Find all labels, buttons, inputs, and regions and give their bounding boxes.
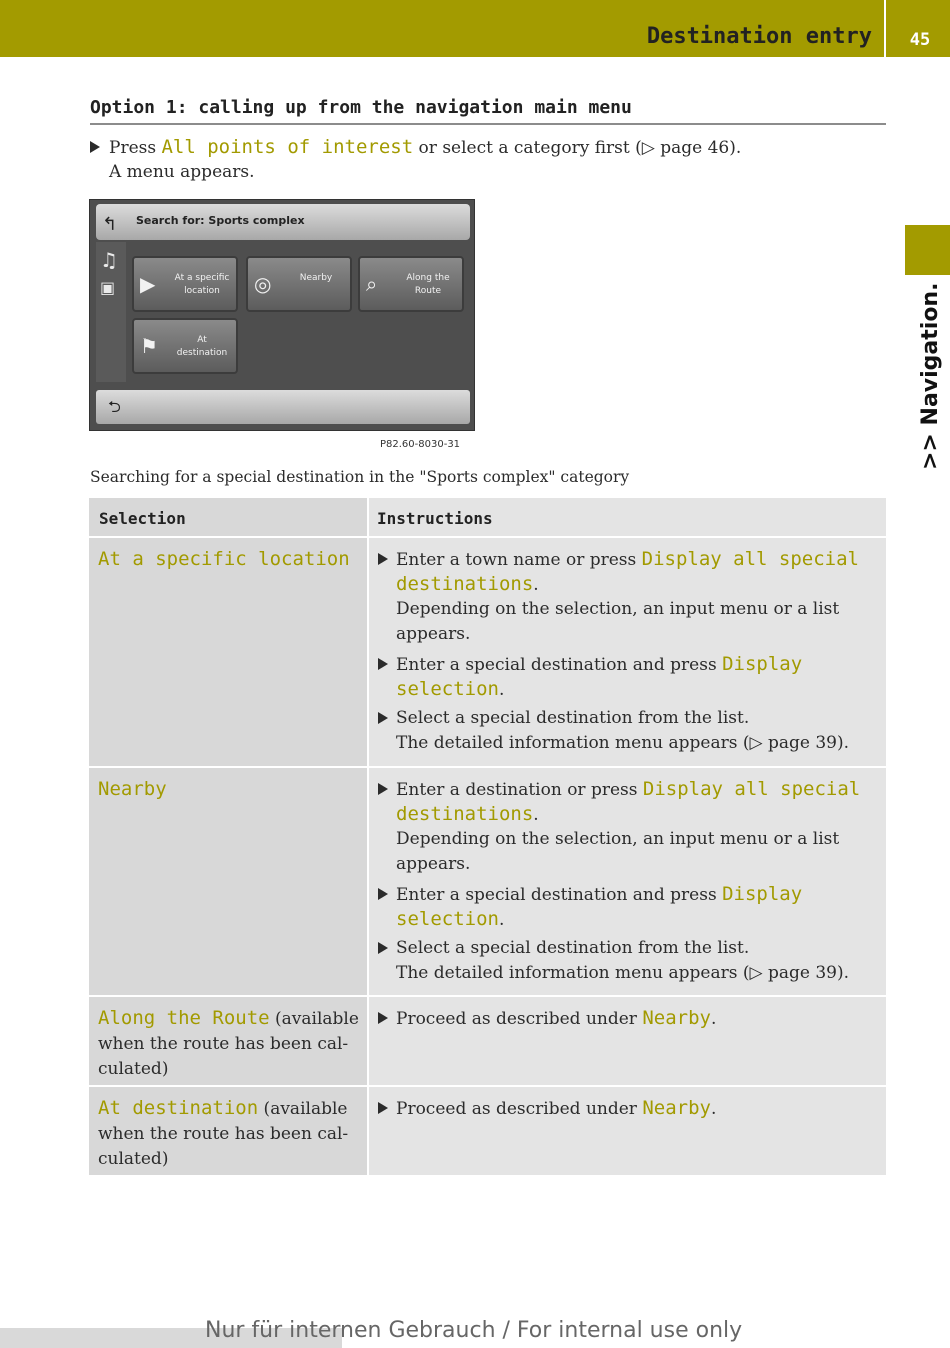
instruction-step [378, 706, 878, 756]
bullet-arrow-icon [378, 783, 388, 795]
selection-highlight: At destination [98, 1097, 259, 1119]
table-header-row [89, 498, 886, 537]
location-pin-icon: ▶ [140, 272, 156, 296]
instruction-highlight: destinations [396, 803, 534, 825]
header-title: Destination entry [646, 24, 872, 49]
bullet-arrow-icon [378, 553, 388, 565]
section-title: Option 1: calling up from the navigation main menu [90, 97, 632, 118]
instruction-highlight: Display all special [642, 778, 861, 800]
section-divider [90, 123, 886, 125]
screen-button-specific-location: ▶ At a specific location [132, 256, 238, 312]
instruction-line: selection. [396, 908, 505, 930]
side-tab-label: >> Navigation. [918, 282, 943, 470]
screen-side-menu [96, 242, 126, 382]
instruction-line: The detailed information menu appears (▷ page 39). [396, 963, 850, 983]
instruction-line: Depending on the selection, an input menu or a list [396, 599, 840, 619]
selection-text [98, 777, 366, 803]
instruction-line: selection. [396, 678, 505, 700]
instruction-highlight: Display [722, 883, 803, 905]
header-selection: Selection [99, 509, 186, 528]
instruction-line: Enter a destination or press Display all special [396, 778, 861, 800]
instruction-line: destinations. [396, 803, 539, 825]
selection-text [98, 1006, 366, 1082]
figure-code: P82.60-8030-31 [380, 439, 461, 450]
instruction-step [378, 547, 878, 647]
instruction-line: Select a special destination from the list. [396, 708, 750, 728]
instruction-step [378, 936, 878, 986]
device-screenshot [89, 199, 475, 431]
nearby-icon: ◎ [254, 272, 272, 296]
return-arrow-icon: ⮌ [108, 397, 121, 416]
bullet-arrow-icon [90, 141, 100, 153]
instruction-highlight: Display [722, 653, 803, 675]
table-row [89, 1087, 886, 1175]
instruction-highlight: destinations [396, 573, 534, 595]
table-row [89, 997, 886, 1085]
bullet-arrow-icon [378, 888, 388, 900]
instruction-line: The detailed information menu appears (▷ page 39). [396, 733, 850, 753]
instruction-line: Enter a special destination and press Display [396, 653, 803, 675]
header-instructions: Instructions [377, 509, 493, 528]
instruction-step [378, 652, 878, 702]
figure-caption: Searching for a special destination in the "Sports complex" category [90, 468, 630, 486]
instruction-line: Proceed as described under Nearby. [396, 1097, 717, 1119]
instruction-line: Proceed as described under Nearby. [396, 1007, 717, 1029]
music-icon: ♫ [100, 248, 118, 272]
intro-step [90, 135, 870, 185]
instruction-highlight: selection [396, 908, 499, 930]
instruction-line: destinations. [396, 573, 539, 595]
table-row [89, 768, 886, 995]
instruction-step [378, 777, 878, 877]
flag-icon: ⚑ [140, 334, 158, 358]
radio-icon: ▣ [100, 278, 116, 297]
instruction-line: Select a special destination from the list. [396, 938, 750, 958]
instruction-step [378, 882, 878, 932]
intro-result: A menu appears. [109, 162, 255, 182]
page-number: 45 [909, 30, 931, 50]
screen-button-at-destination: ⚑ At destination [132, 318, 238, 374]
instruction-line: Enter a special destination and press Display [396, 883, 803, 905]
instruction-step [378, 1006, 878, 1031]
instruction-highlight: selection [396, 678, 499, 700]
selection-highlight: Along the Route [98, 1007, 270, 1029]
selection-note: (available when the route has been cal-culated) [98, 1099, 349, 1169]
instruction-step [378, 1096, 878, 1121]
screen-title-bar [96, 204, 470, 240]
instruction-line: Depending on the selection, an input menu or a list [396, 829, 840, 849]
intro-suffix: or select a category first (▷ page 46). [413, 138, 742, 158]
magnifier-icon: ⌕ [366, 272, 378, 296]
selection-highlight: At a specific location [98, 548, 350, 570]
back-arrow-icon: ↰ [102, 214, 118, 235]
instruction-line: appears. [396, 624, 471, 644]
selection-note: (available when the route has been cal-culated) [98, 1009, 359, 1079]
table-row [89, 538, 886, 766]
instruction-highlight: Nearby [642, 1097, 711, 1119]
side-tab-marker [905, 225, 950, 275]
instruction-highlight: Nearby [642, 1007, 711, 1029]
footer-text: Nur für internen Gebrauch / For internal use only [205, 1318, 743, 1343]
screen-button-nearby: ◎ Nearby [246, 256, 352, 312]
intro-highlight: All points of interest [161, 136, 414, 158]
intro-prefix: Press [109, 138, 162, 158]
bullet-arrow-icon [378, 1102, 388, 1114]
selection-text [98, 1096, 366, 1172]
instruction-highlight: Display all special [641, 548, 859, 570]
selection-text [98, 547, 366, 573]
instruction-line: Enter a town name or press Display all special [396, 548, 859, 570]
header-divider [884, 0, 886, 57]
bullet-arrow-icon [378, 942, 388, 954]
instruction-line: appears. [396, 854, 471, 874]
selection-highlight: Nearby [98, 778, 167, 800]
screen-button-along-route: ⌕ Along the Route [358, 256, 464, 312]
screen-title: Search for: Sports complex [136, 214, 305, 227]
bullet-arrow-icon [378, 658, 388, 670]
bullet-arrow-icon [378, 1012, 388, 1024]
screen-bottom-bar [96, 390, 470, 424]
bullet-arrow-icon [378, 712, 388, 724]
